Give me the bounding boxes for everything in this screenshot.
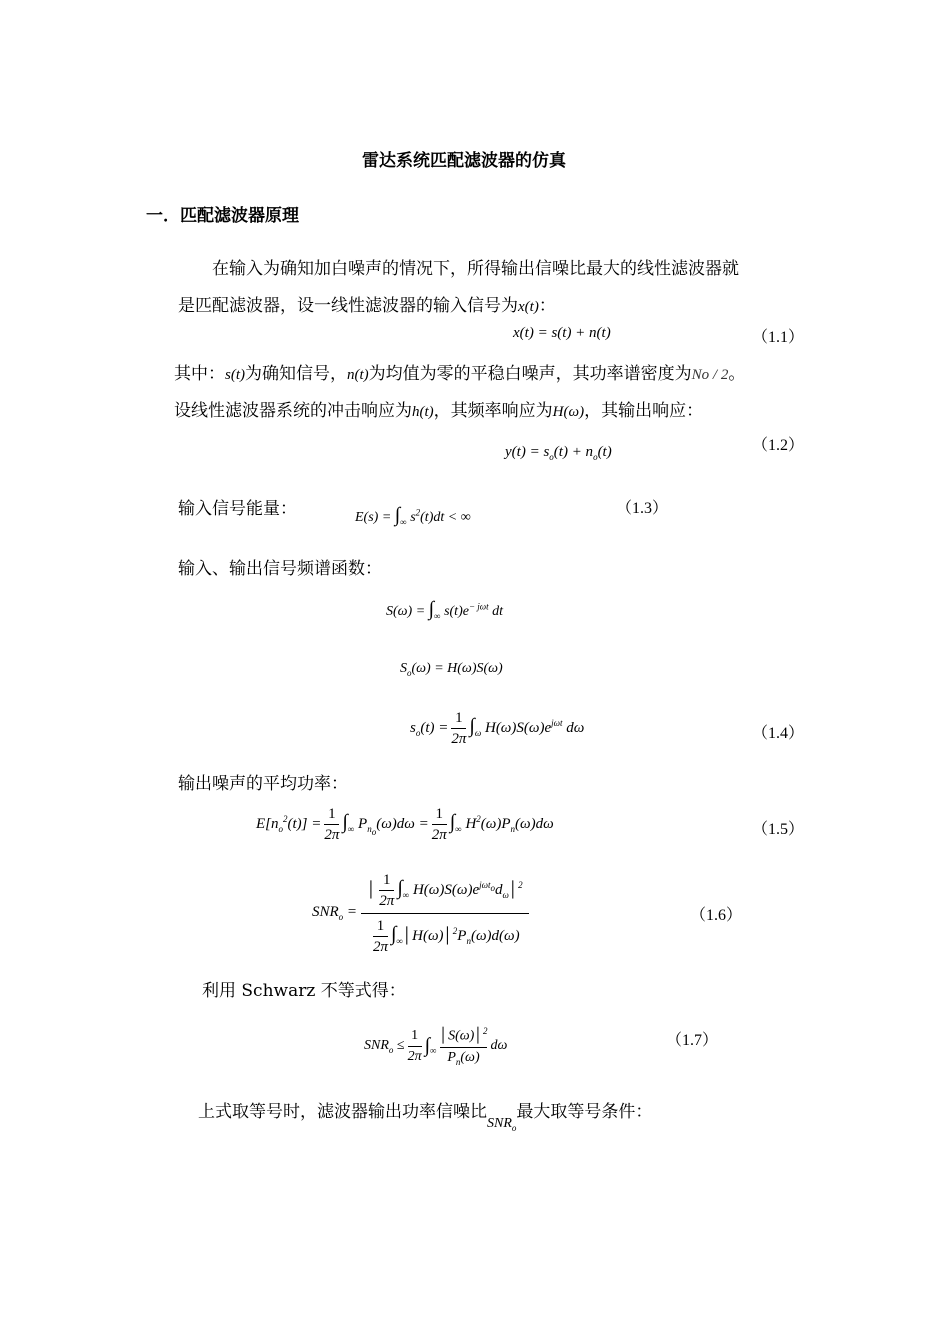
equation-1-3: $E(s) = \int_\infty$ $s^2(t)dt$ < ∞: [355, 504, 471, 527]
schwarz-label: 利用 Schwarz 不等式得：: [202, 981, 406, 1001]
section-heading: 一．匹配滤波器原理: [146, 206, 299, 226]
equation-1-7-number: （1.7）: [666, 1032, 719, 1049]
paragraph-1-line-2: [178, 291, 556, 316]
equation-1-1-number: （1.1）: [752, 329, 805, 346]
paragraph-2-line-2: [174, 396, 703, 421]
p2-text-c: 为均值为零的平稳白噪声，其功率谱密度为: [368, 364, 692, 384]
equation-1-7: $SNR_o$ ≤ $\frac{1}{2\pi}$ $\int_\infty$ $\frac{│S(\omega)│^2}{P_n(\omega)}$ dω: [364, 1021, 507, 1071]
inline-math-s: s(t): [225, 367, 245, 383]
equation-1-4-number: （1.4）: [752, 725, 805, 742]
equation-1-5: $E[n_o^2(t)]$ = $\frac{1}{2\pi}$ $\int_\infty$ $P_{n_o}(\omega)d\omega$ = $\frac{1}{2\pi}$ $\int_\infty$ $H^2(\omega)P_n(\omega)d\omega$: [256, 806, 554, 843]
inline-math-n: n(t): [347, 367, 369, 383]
spectrum-label: 输入、输出信号频谱函数：: [178, 559, 382, 579]
p2b-text-b: ，其频率响应为: [433, 401, 553, 421]
p2-text-a: 其中：: [174, 364, 225, 384]
inline-math-snr: SNRo: [487, 1116, 517, 1133]
equation-1-1: x(t) = s(t) + n(t): [513, 325, 611, 341]
energy-label: 输入信号能量：: [178, 499, 297, 519]
noise-label: 输出噪声的平均功率：: [178, 774, 348, 794]
inline-math-no: No / 2: [691, 367, 729, 383]
equation-1-3-number: （1.3）: [616, 500, 669, 517]
p2-text-d: 。: [728, 364, 746, 384]
equation-1-2-number: （1.2）: [752, 437, 805, 454]
inline-math-x: x(t): [518, 299, 539, 315]
p2b-text-a: 设线性滤波器系统的冲击响应为: [174, 401, 412, 421]
last-line-text-b: 最大取等号条件：: [516, 1102, 653, 1122]
inline-math-h: h(t): [412, 404, 434, 420]
paragraph-2-line-1: [174, 359, 745, 384]
last-line-text-a: 上式取等号时，滤波器输出功率信噪比: [198, 1102, 487, 1122]
equation-1-2: $y(t) = s_o(t) + n_o(t)$: [505, 444, 612, 462]
equation-1-6-number: （1.6）: [690, 907, 743, 924]
paragraph-1-text: 是匹配滤波器，设一线性滤波器的输入信号为: [178, 296, 518, 316]
p2-text-b: 为确知信号，: [245, 364, 347, 384]
inline-math-H: H(ω): [552, 404, 585, 420]
equation-1-5-number: （1.5）: [752, 821, 805, 838]
equation-S: $S(\omega) = \int_\infty$ $s(t)e^{- j\omega t}$ dt: [386, 598, 504, 621]
page-title: 雷达系统匹配滤波器的仿真: [362, 151, 566, 171]
last-line: [198, 1097, 653, 1133]
paragraph-1-line-1: 在输入为确知加白噪声的情况下，所得输出信噪比最大的线性滤波器就: [212, 259, 739, 279]
equation-1-4: $s_o(t)$ = $\frac{1}{2\pi}$ $\int_\omega$ $H(\omega)S(\omega)e^{j\omega t}$ dω: [410, 710, 585, 747]
paragraph-1-end: ：: [538, 296, 556, 316]
p2b-text-c: ，其输出响应：: [584, 401, 704, 421]
equation-1-6: $SNR_o$ = │ $\frac{1}{2\pi}$ $\int_\infty$ $H(\omega)S(\omega)e^{j\omega t_o}d_\omega│^2$ $\frac{1}{2\pi}$ $\int_\infty│H(\omega)│^2P_n(\omega)d(\omega)$: [312, 868, 532, 957]
equation-So: $S_o(\omega) = H(\omega)S(\omega)$: [400, 661, 503, 678]
